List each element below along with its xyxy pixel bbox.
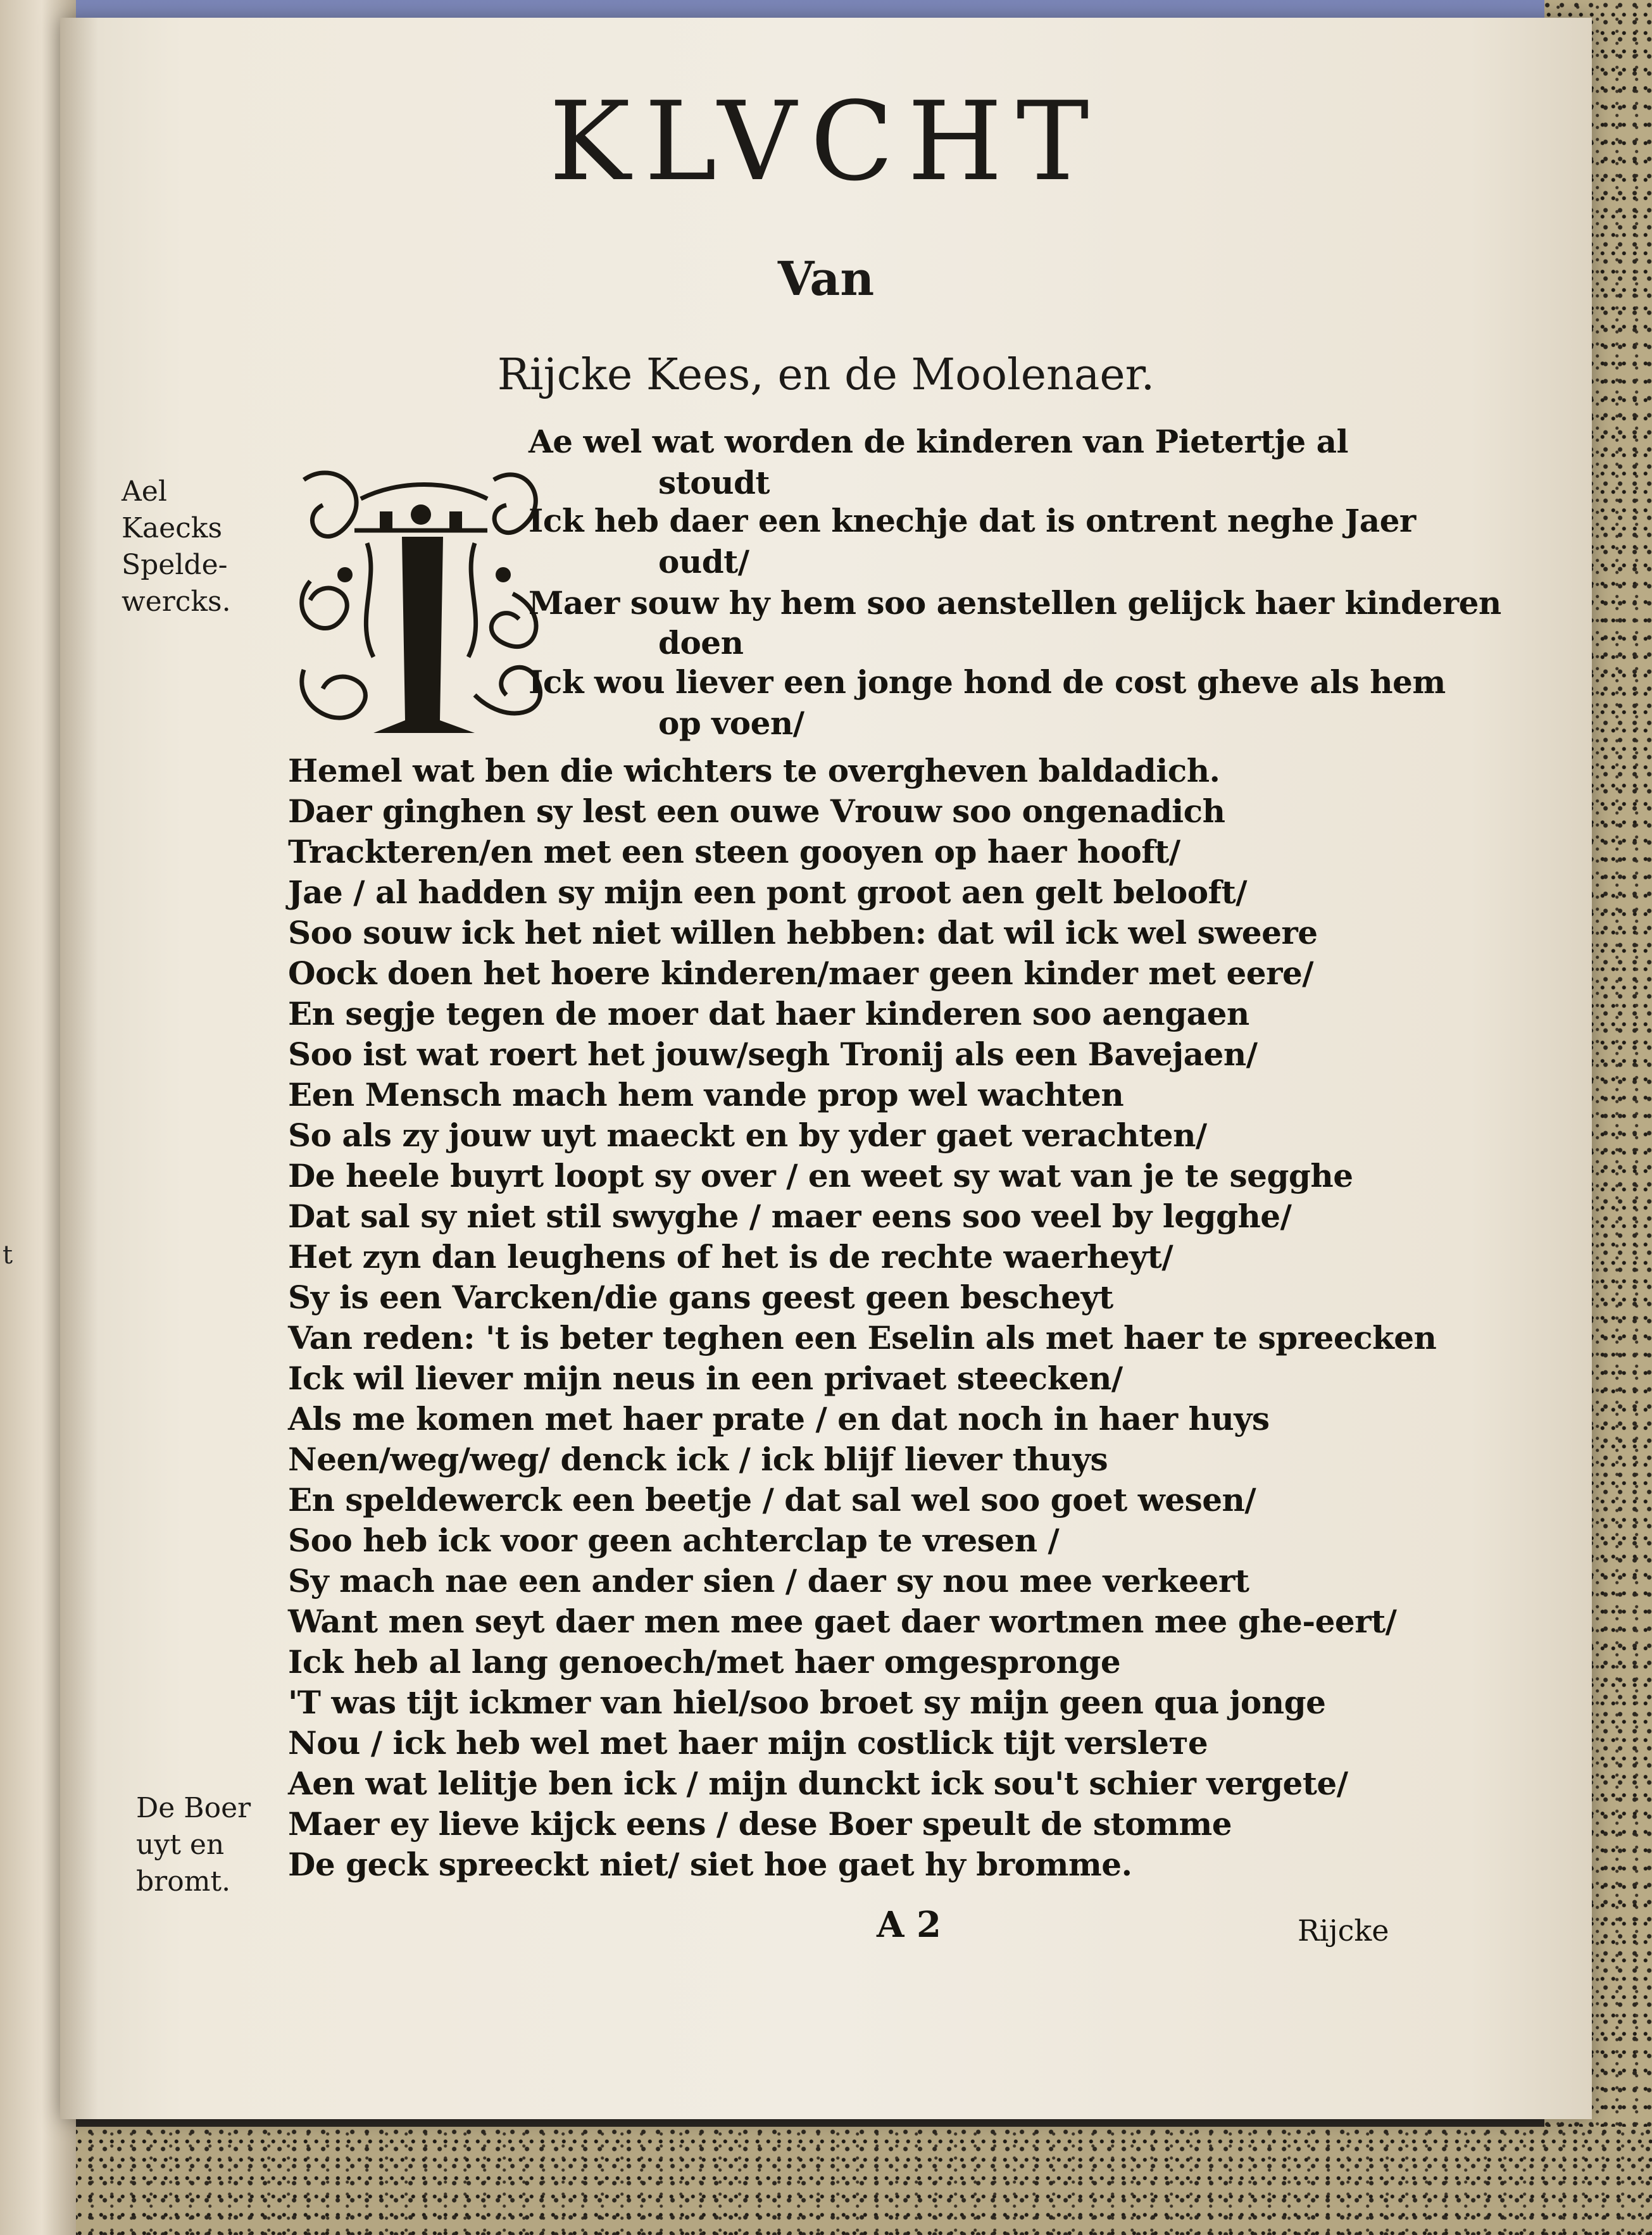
verse-line: Het zyn dan leughens of het is de rechte waerheyt/	[288, 1238, 1173, 1275]
verse-line: So als zy jouw uyt maeckt en by yder gaet verachten/	[288, 1117, 1207, 1154]
verse-line: Sy is een Varcken/die gans geest geen bescheyt	[288, 1279, 1113, 1316]
granite-surface-bottom	[0, 2127, 1652, 2235]
verse-line: Nou / ick heb wel met haer mijn costlick tijt versleте	[288, 1724, 1208, 1762]
verse-line: stoudt	[658, 464, 770, 501]
verse-line: Maer ey lieve kijck eens / dese Boer speult de stomme	[288, 1805, 1232, 1843]
speaker-note-line: Kaecks	[122, 512, 223, 544]
verse-line: Ick heb al lang genoech/met haer omgesprongе	[288, 1643, 1121, 1681]
verse-line: Trackteren/en met een steen gooyen op haer hooft/	[288, 833, 1180, 870]
page-title: KLVCHT	[549, 78, 1103, 205]
verse-line: doen	[658, 624, 744, 661]
verse-line: Ae wel wat worden de kinderen van Pietertje al	[529, 423, 1348, 460]
verse-line: Van reden: 't is beter teghen een Eselin als met haer te spreecken	[288, 1319, 1437, 1356]
speaker-note-line: uyt en	[136, 1829, 225, 1861]
verse-line: Soo ist wat roert het jouw/segh Tronij als een Bavejaen/	[288, 1036, 1258, 1073]
verse-line: oudt/	[658, 543, 749, 580]
verse-line: Ick wil liever mijn neus in een privaet steecken/	[288, 1360, 1123, 1397]
verse-line: op voen/	[658, 704, 804, 742]
facing-page-fragment: t	[3, 1241, 13, 1270]
verse-line: De heele buyrt loopt sy over / en weet sy wat van je te segghe	[288, 1157, 1353, 1194]
speaker-note-line: De Boer	[136, 1792, 251, 1824]
speaker-note-line: Ael	[122, 475, 167, 508]
verse-line: Hemel wat ben die wichters te overgheven baldadich.	[288, 752, 1220, 789]
verse-line: Dat sal sy niet stil swyghe / maer eens soo veel by legghe/	[288, 1198, 1292, 1235]
verse-line: Want men seyt daer men mee gaet daer wortmen mee ghe-eert/	[288, 1603, 1397, 1640]
verse-line: De geck spreeckt niet/ siet hoe gaet hy bromme.	[288, 1846, 1132, 1883]
verse-line: Als me komen met haer prate / en dat noch in haer huys	[288, 1400, 1270, 1437]
verse-line: En speldewerck een beetje / dat sal wel soo goet wesen/	[288, 1481, 1256, 1518]
verse-line: Daer ginghen sy lest een ouwe Vrouw soo ongenadich	[288, 792, 1225, 830]
book-page	[60, 18, 1592, 2119]
verse-line: Ick wou liever een jonge hond de cost gheve als hem	[529, 663, 1446, 701]
verse-line: Jae / al hadden sy mijn een pont groot aen gelt belooft/	[288, 873, 1247, 911]
verse-line: Maer souw hy hem soo aenstellen gelijck haer kinderen	[529, 584, 1501, 622]
verse-line: 'T was tijt ickmer van hiel/soo broet sy mijn geen qua jonge	[288, 1684, 1326, 1721]
verse-line: En segje tegen de moer dat haer kinderen soo aengaen	[288, 995, 1249, 1032]
verse-line: Soo heb ick voor geen achterclap te vresen /	[288, 1522, 1060, 1559]
verse-line: Neen/weg/weg/ denck ick / ick blijf liever thuys	[288, 1441, 1108, 1478]
verse-line: Oock doen het hoere kinderen/maer geen kinder met eere/	[288, 955, 1314, 992]
verse-line: Soo souw ick het niet willen hebben: dat wil ick wel sweere	[288, 914, 1318, 951]
decorated-initial	[285, 454, 560, 742]
verse-line: Ick heb daer een knechje dat is ontrent neghe Jaer	[529, 502, 1416, 539]
page-subtitle-van: Van	[777, 252, 875, 306]
speaker-note-ael-kaecks	[122, 473, 231, 620]
speaker-note-line: wercks.	[122, 585, 231, 618]
page-subtitle-characters: Rijcke Kees, en de Moolenaer.	[497, 350, 1155, 400]
verse-line: Aen wat lelitje ben ick / mijn dunckt ick sou't schier vergete/	[288, 1765, 1348, 1802]
page-gutter-shadow	[60, 18, 98, 2119]
verse-line: Een Mensch mach hem vande prop wel wachten	[288, 1076, 1124, 1113]
speaker-note-de-boer	[136, 1790, 251, 1900]
speaker-note-line: Spelde-	[122, 549, 228, 581]
verse-line: Sy mach nae een ander sien / daer sy nou mee verkeert	[288, 1562, 1249, 1600]
catchword: Rijcke	[1298, 1913, 1389, 1948]
speaker-note-line: bromt.	[136, 1865, 231, 1898]
signature-mark: A 2	[877, 1904, 941, 1946]
